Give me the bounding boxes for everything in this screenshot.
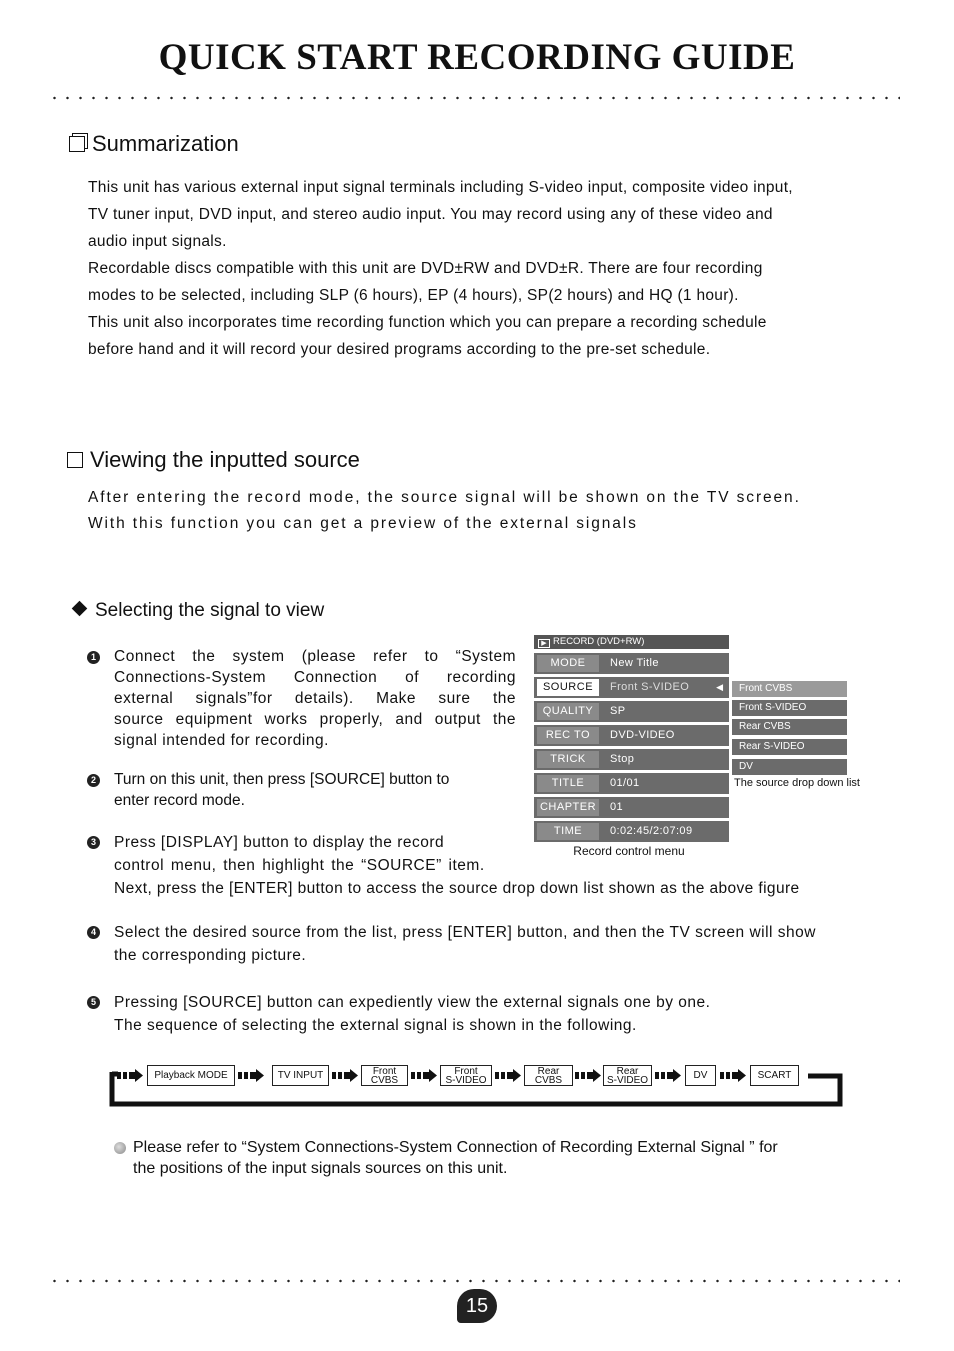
step-line: signal intended for recording.	[114, 732, 329, 749]
menu-row-chapter[interactable]	[534, 797, 729, 818]
flow-box-label: TV INPUT	[277, 1070, 324, 1081]
flow-box-front-s-video	[440, 1065, 492, 1086]
step-5-text	[114, 991, 894, 1037]
dropdown-caption: The source drop down list	[734, 777, 860, 789]
summary-line: before hand and it will record your desired programs according to the pre-set schedule.	[88, 341, 711, 358]
step-line: Turn on this unit, then press [SOURCE] button to	[114, 771, 450, 788]
record-icon: ▶	[538, 639, 550, 648]
summarization-heading-text: Summarization	[92, 131, 239, 156]
flow-arrow-icon	[411, 1069, 437, 1082]
viewing-heading	[67, 447, 360, 473]
summary-line: TV tuner input, DVD input, and stereo audio input. You may record using any of these video and	[88, 206, 773, 223]
flow-box-tv-input	[272, 1065, 329, 1086]
menu-value: Stop	[610, 753, 635, 765]
menu-label: QUALITY	[537, 703, 599, 720]
step-line: enter record mode.	[114, 792, 245, 809]
selecting-heading	[70, 600, 324, 622]
step-line: Connections-System Connection of recording	[114, 669, 516, 686]
summarization-heading	[69, 131, 239, 157]
checkbox-square-icon	[69, 136, 85, 152]
menu-value: 0:02:45/2:07:09	[610, 825, 693, 837]
note-line: Please refer to “System Connections-System Connection of Recording External Signal ” for	[133, 1139, 778, 1156]
flow-box-label: CVBS	[370, 1075, 399, 1086]
flow-box-dv	[685, 1065, 716, 1086]
step-4-text	[114, 921, 894, 967]
step-line: Connect the system (please refer to “System	[114, 648, 516, 665]
record-menu-header	[534, 635, 729, 649]
step-line: Select the desired source from the list, press [ENTER] button, and then the TV screen will show	[114, 924, 816, 941]
menu-value: Front S-VIDEO	[610, 681, 690, 693]
step-1-text	[114, 646, 516, 751]
summary-line: modes to be selected, including SLP (6 hours), EP (4 hours), SP(2 hours) and HQ (1 hour).	[88, 287, 739, 304]
step-number-3: 3	[87, 836, 100, 849]
flow-box-playback-mode	[147, 1065, 235, 1086]
step-line: Next, press the [ENTER] button to access the source drop down list shown as the above figure	[114, 880, 800, 897]
menu-label: TIME	[537, 823, 599, 840]
flow-arrow-icon	[238, 1069, 264, 1082]
flow-box-rear-cvbs	[524, 1065, 573, 1086]
menu-label: TITLE	[537, 775, 599, 792]
step-number-4: 4	[87, 926, 100, 939]
left-arrow-icon: ◀	[716, 682, 723, 692]
note-line: the positions of the input signals sources on this unit.	[133, 1160, 508, 1177]
flow-arrow-icon	[332, 1069, 358, 1082]
record-control-menu	[534, 635, 729, 843]
flow-box-label: Front	[372, 1066, 397, 1077]
viewing-heading-text: Viewing the inputted source	[90, 447, 360, 472]
summary-line: This unit has various external input signal terminals including S-video input, composite video input,	[88, 179, 793, 196]
note-text	[133, 1137, 893, 1179]
menu-row-title[interactable]	[534, 773, 729, 794]
summary-line: audio input signals.	[88, 233, 227, 250]
menu-row-source[interactable]	[534, 677, 729, 698]
step-2-text	[114, 769, 534, 811]
flow-box-label: Rear	[537, 1066, 560, 1077]
flow-arrow-icon	[117, 1069, 143, 1082]
menu-value: 01/01	[610, 777, 640, 789]
step-line: Press [DISPLAY] button to display the record	[114, 834, 445, 851]
step-number-1: 1	[87, 651, 100, 664]
step-3-text	[114, 831, 894, 900]
flow-box-rear-s-video	[603, 1065, 652, 1086]
bottom-dotted-divider	[48, 1279, 900, 1283]
flow-box-front-cvbs	[361, 1065, 408, 1086]
flow-box-label: Rear	[616, 1066, 639, 1077]
dropdown-item[interactable]: DV	[732, 759, 847, 775]
menu-row-trick[interactable]	[534, 749, 729, 770]
menu-row-mode[interactable]	[534, 653, 729, 674]
record-menu-header-text: RECORD (DVD+RW)	[553, 636, 645, 647]
record-menu-caption: Record control menu	[573, 844, 685, 858]
step-line: control menu, then highlight the “SOURCE” item.	[114, 857, 485, 874]
menu-label: TRICK	[537, 751, 599, 768]
dropdown-item[interactable]: Rear CVBS	[732, 719, 847, 735]
step-number-5: 5	[87, 996, 100, 1009]
viewing-line: After entering the record mode, the source signal will be shown on the TV screen.	[88, 489, 801, 506]
summary-line: This unit also incorporates time recording function which you can prepare a recording schedule	[88, 314, 767, 331]
step-line: The sequence of selecting the external signal is shown in the following.	[114, 1017, 637, 1034]
summarization-body	[88, 174, 908, 363]
menu-value: DVD-VIDEO	[610, 729, 675, 741]
flow-box-label: DV	[693, 1070, 708, 1081]
dropdown-item[interactable]: Front S-VIDEO	[732, 700, 847, 716]
flow-box-scart	[750, 1065, 799, 1086]
flow-box-label: Front	[454, 1066, 478, 1077]
menu-row-rec-to[interactable]	[534, 725, 729, 746]
flow-arrow-icon	[655, 1069, 681, 1082]
menu-value: SP	[610, 705, 626, 717]
flow-box-label: S-VIDEO	[606, 1075, 649, 1086]
step-line: source equipment works properly, and output the	[114, 711, 516, 728]
flow-box-label: Playback MODE	[154, 1070, 228, 1081]
note-bullet-icon	[114, 1142, 126, 1154]
page-number: 15	[457, 1289, 497, 1323]
top-dotted-divider	[48, 96, 900, 100]
flow-arrow-icon	[495, 1069, 521, 1082]
flow-box-label: S-VIDEO	[445, 1075, 487, 1086]
dropdown-item[interactable]: Rear S-VIDEO	[732, 739, 847, 755]
flow-arrow-icon	[575, 1069, 601, 1082]
menu-label: SOURCE	[537, 679, 599, 696]
menu-label: REC TO	[537, 727, 599, 744]
diamond-bullet-icon	[72, 601, 88, 617]
checkbox-square-icon	[67, 452, 83, 468]
flow-arrow-icon	[720, 1069, 746, 1082]
menu-value: New Title	[610, 657, 659, 669]
page-title: QUICK START RECORDING GUIDE	[158, 37, 796, 78]
flow-box-label: SCART	[757, 1070, 792, 1081]
menu-label: MODE	[537, 655, 599, 672]
source-dropdown-list	[732, 681, 847, 775]
step-line: Pressing [SOURCE] button can expediently view the external signals one by one.	[114, 994, 711, 1011]
dropdown-item[interactable]: Front CVBS	[732, 681, 847, 697]
menu-row-time[interactable]	[534, 821, 729, 842]
menu-value: 01	[610, 801, 624, 813]
viewing-body	[88, 485, 908, 536]
menu-label: CHAPTER	[537, 799, 599, 816]
menu-row-quality[interactable]	[534, 701, 729, 722]
summary-line: Recordable discs compatible with this unit are DVD±RW and DVD±R. There are four recording	[88, 260, 763, 277]
viewing-line: With this function you can get a preview of the external signals	[88, 514, 638, 532]
selecting-heading-text: Selecting the signal to view	[95, 600, 325, 621]
step-number-2: 2	[87, 774, 100, 787]
step-line: the corresponding picture.	[114, 947, 307, 964]
flow-box-label: CVBS	[534, 1075, 563, 1086]
step-line: external signals”for details). Make sure the	[114, 690, 516, 707]
